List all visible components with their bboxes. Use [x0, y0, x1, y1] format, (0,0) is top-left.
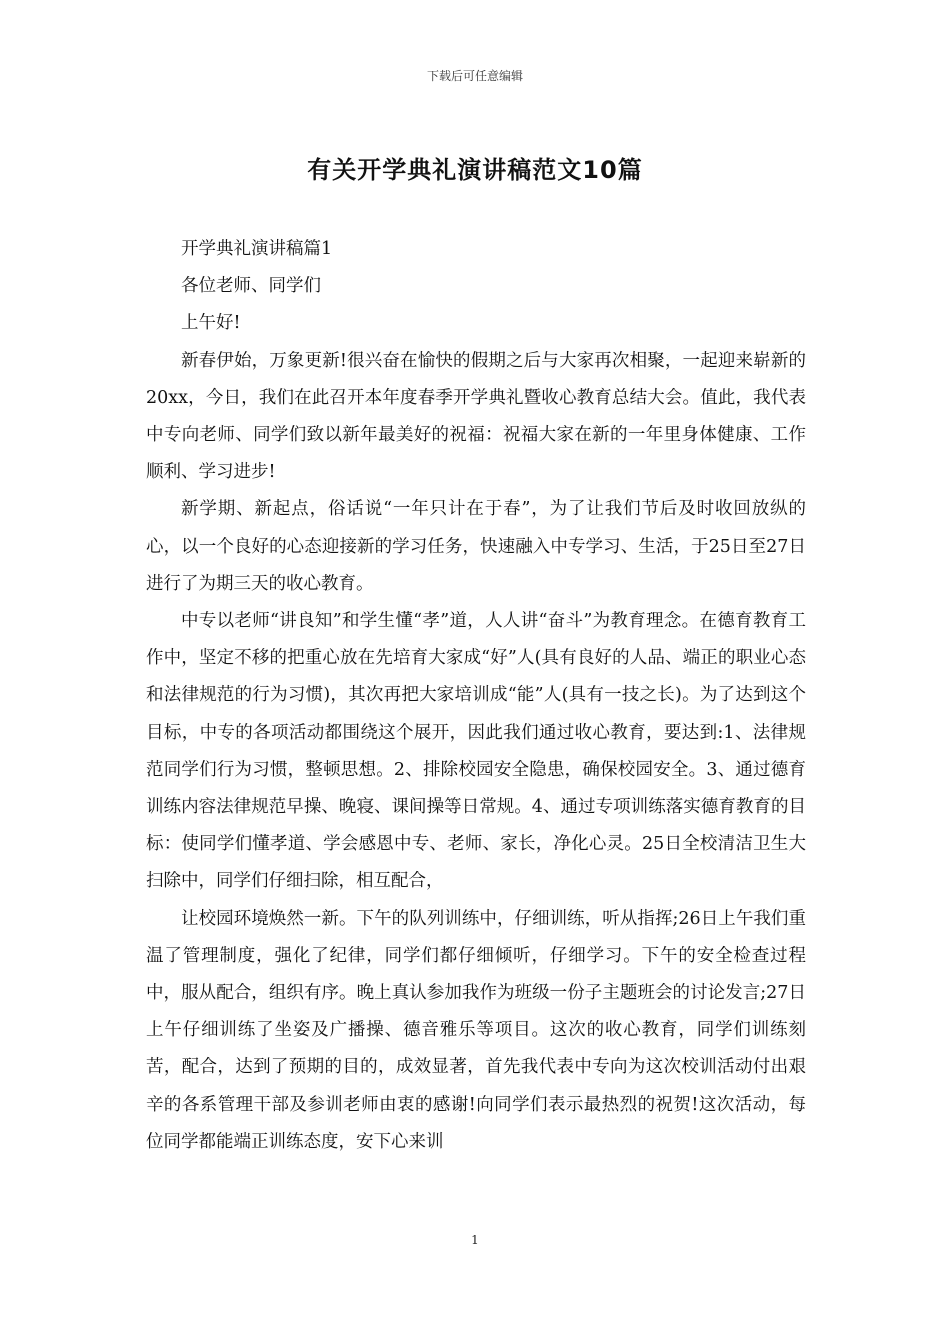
document-body [146, 231, 806, 1161]
paragraph: 新学期、新起点，俗话说“一年只计在于春”，为了让我们节后及时收回放纵的心，以一个良好的心态迎接新的学习任务，快速融入中专学习、生活，于25日至27日进行了为期三天的收心教育。 [146, 499, 806, 594]
page-header-note: 下载后可任意编辑 [426, 69, 523, 83]
document-title: 有关开学典礼演讲稿范文10篇 [307, 156, 643, 184]
paragraph: 让校园环境焕然一新。下午的队列训练中，仔细训练，听从指挥;26日上午我们重温了管理制度，强化了纪律，同学们都仔细倾听，仔细学习。下午的安全检查过程中，服从配合，组织有序。晚上真认参加我作为班级一份子主题班会的讨论发言;27日上午仔细训练了坐姿及广播操、德音雅乐等项目。这次的收心教育，同学们训练刻苦，配合，达到了预期的目的，成效显著，首先我代表中专向为这次校训活动付出艰辛的各系管理干部及参训老师由衷的感谢!向同学们表示最热烈的祝贺!这次活动，每位同学都能端正训练态度，安下心来训 [146, 908, 806, 1152]
greeting: 上午好! [181, 313, 241, 334]
salutation: 各位老师、同学们 [181, 276, 321, 297]
paragraph: 新春伊始，万象更新!很兴奋在愉快的假期之后与大家再次相聚，一起迎来崭新的20xx，今日，我们在此召开本年度春季开学典礼暨收心教育总结大会。值此，我代表中专向老师、同学们致以新年最美好的祝福：祝福大家在新的一年里身体健康、工作顺利、学习进步! [146, 350, 806, 483]
section-heading: 开学典礼演讲稿篇1 [181, 239, 333, 259]
paragraph: 中专以老师“讲良知”和学生懂“孝”道，人人讲“奋斗”为教育理念。在德育教育工作中，坚定不移的把重心放在先培育大家成“好”人(具有良好的人品、端正的职业心态和法律规范的行为习惯)，其次再把大家培训成“能”人(具有一技之长)。为了达到这个目标，中专的各项活动都围绕这个展开，因此我们通过收心教育，要达到:1、法律规范同学们行为习惯，整顿思想。2、排除校园安全隐患，确保校园安全。3、通过德育训练内容法律规范早操、晚寝、课间操等日常规。4、通过专项训练落实德育教育的目标：使同学们懂孝道、学会感恩中专、老师、家长，净化心灵。25日全校清洁卫生大扫除中，同学们仔细扫除，相互配合， [146, 611, 806, 892]
page-number: 1 [471, 1233, 479, 1247]
